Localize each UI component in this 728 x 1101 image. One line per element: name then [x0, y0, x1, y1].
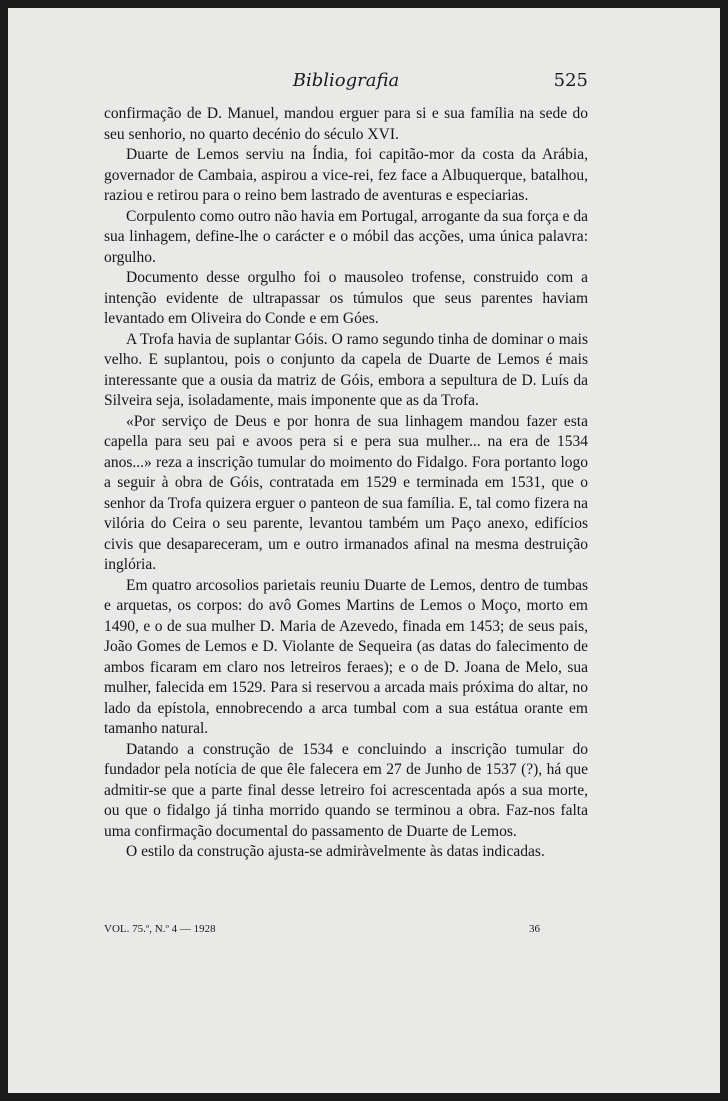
paragraph: «Por serviço de Deus e por honra de sua linhagem mandou fazer esta capella para seu pai e avoos pera si e pera sua mulher... na era de 1534 anos...» reza a inscrição tumular do moimento do Fidalgo. Fora portanto logo a seguir à obra de Góis, contratada em 1529 e terminada em 1531, que o senhor da Trofa quizera erguer o panteon de sua família. E, tal como fizera na vilória do Ceira o seu parente, levantou também um Paço anexo, edifícios civis que desapareceram, um e outro irmanados afinal na mesma destruição inglória.	[104, 412, 588, 573]
paragraph: A Trofa havia de suplantar Góis. O ramo segundo tinha de dominar o mais velho. E suplantou, pois o conjunto da capela de Duarte de Lemos é mais interessante que a ousia da matriz de Góis, embora a sepultura de D. Luís da Silveira seja, isoladamente, mais imponente que as da Trofa.	[104, 330, 588, 409]
paragraph: Corpulento como outro não havia em Portugal, arrogante da sua força e da sua linhagem, define-lhe o carácter e o móbil das acções, uma única palavra: orgulho.	[104, 207, 588, 266]
paragraph: Documento desse orgulho foi o mausoleo trofense, construido com a intenção evidente de ultrapassar os túmulos que seus parentes haviam levantado em Oliveira do Conde e em Góes.	[104, 269, 588, 327]
running-title: Bibliografia	[292, 70, 400, 91]
body-text	[104, 104, 588, 863]
page-number: 525	[553, 70, 588, 91]
paragraph: confirmação de D. Manuel, mandou erguer para si e sua família na sede do seu senhorio, no quarto decénio do século XVI.	[104, 105, 588, 143]
paragraph: Datando a construção de 1534 e concluindo a inscrição tumular do fundador pela notícia de que êle falecera em 27 de Junho de 1537 (?), há que admitir-se que a parte final desse letreiro foi acrescentada após a sua morte, ou que o fidalgo já tinha morrido quando se terminou a obra. Faz-nos falta uma confirmação documental do passamento de Duarte de Lemos.	[104, 740, 588, 840]
document-page	[8, 8, 720, 1093]
volume-line: VOL. 75.º, N.º 4 — 1928	[104, 923, 216, 935]
paragraph: Em quatro arcosolios parietais reuniu Duarte de Lemos, dentro de tumbas e arquetas, os corpos: do avô Gomes Martins de Lemos o Moço, morto em 1490, e o de sua mulher D. Maria de Azevedo, finada em 1453; de seus pais, João Gomes de Lemos e D. Violante de Sequeira (as datas do falecimento de ambos ficaram em claro nos letreiros feraes); e o de D. Joana de Melo, sua mulher, falecida em 1529. Para si reservou a arcada mais próxima do altar, no lado da epístola, ennobrecendo a arca tumbal com a sua estátua orante em tamanho natural.	[104, 576, 588, 737]
signature-mark: 36	[529, 923, 540, 935]
paragraph: Duarte de Lemos serviu na Índia, foi capitão-mor da costa da Arábia, governador de Cambaia, aspirou a vice-rei, fez face a Albuquerque, batalhou, raziou e retirou para o reino bem lastrado de aventuras e especiarias.	[104, 146, 588, 204]
paragraph: O estilo da construção ajusta-se admiràvelmente às datas indicadas.	[126, 843, 545, 860]
running-header	[104, 68, 588, 98]
